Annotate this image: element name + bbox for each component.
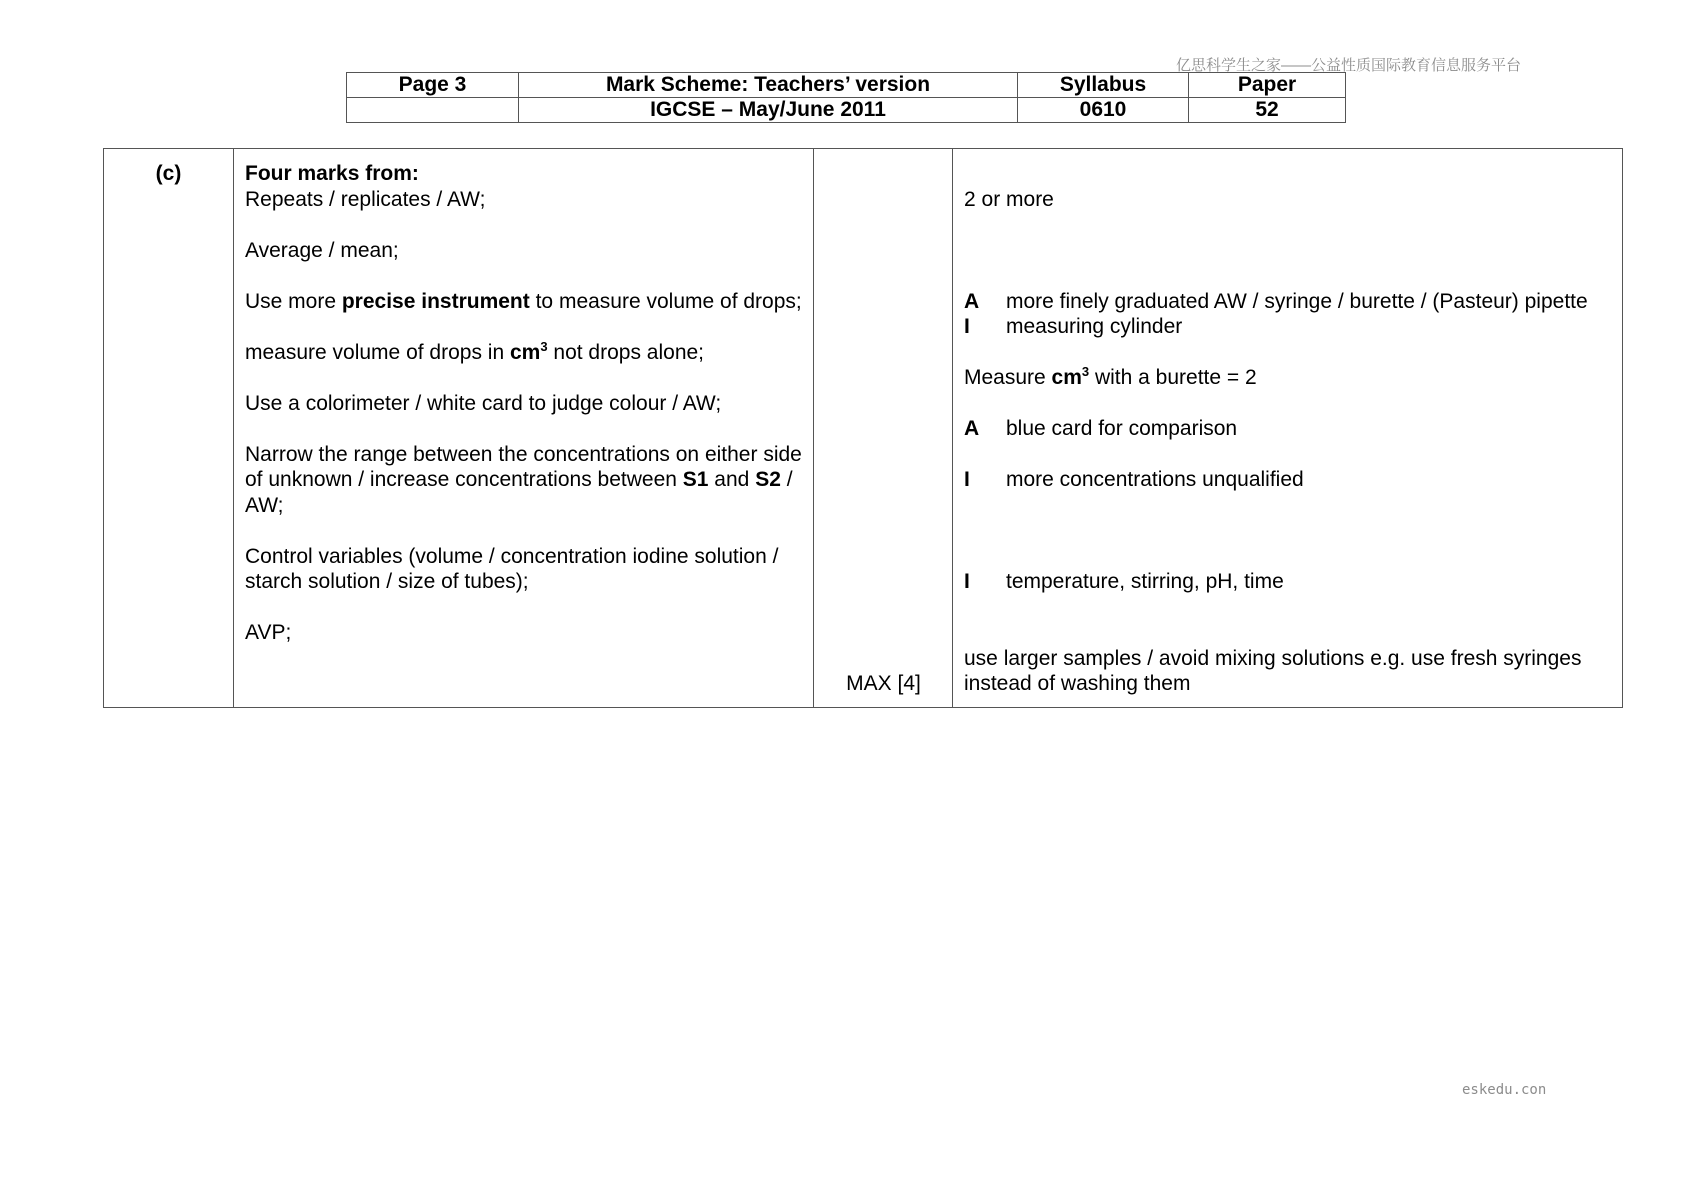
guidance-note: A blue card for comparison [964,417,1238,440]
syllabus-code: 0610 [1018,98,1189,123]
answer-point: Control variables (volume / concentration iodine solution / starch solution / size of tubes); [245,544,779,593]
answer-point: AVP; [245,621,292,644]
syllabus-label: Syllabus [1018,73,1189,98]
question-part: (c) [104,149,234,708]
marks-cell: MAX [4] [814,149,953,708]
answer-point: Use a colorimeter / white card to judge colour / AW; [245,391,722,415]
answer-point: Average / mean; [245,238,399,262]
answer-point: Repeats / replicates / AW; [245,187,486,211]
exam-session: IGCSE – May/June 2011 [519,98,1018,123]
guidance-note: Measure $cm^3$ with a burette = 2 [964,364,1257,389]
watermark-bottom: eskedu.con [1462,1082,1547,1098]
guidance-note: use larger samples / avoid mixing solutions e.g. use fresh syringes instead of washing them [964,646,1582,695]
answer-point: Narrow the range between the concentrations on either side of unknown / increase concentrations between S1 and S2 / AW; [245,442,802,517]
answer-point: measure volume of drops in $cm^3$ not drops alone; [245,338,705,364]
paper-label: Paper [1189,73,1346,98]
table-row [104,149,1623,708]
guidance-note: I more concentrations unqualified [964,468,1304,491]
guidance-note: 2 or more [964,187,1054,211]
header-title: Mark Scheme: Teachers’ version [519,73,1018,98]
guidance-note: A more finely graduated AW / syringe / burette / (Pasteur) pipette I measuring cylinder [964,289,1588,338]
header-table [346,72,1346,123]
answer-heading: Four marks from: [245,162,419,185]
page-number: Page 3 [347,73,519,98]
paper-number: 52 [1189,98,1346,123]
mark-scheme-table [103,148,1623,708]
header-empty-cell [347,98,519,123]
answer-cell [234,149,814,708]
guidance-cell [953,149,1623,708]
guidance-note: I temperature, stirring, pH, time [964,570,1284,593]
watermark-top: 亿思科学生之家——公益性质国际教育信息服务平台 [1176,57,1522,74]
answer-point: Use more precise instrument to measure volume of drops; [245,289,802,313]
